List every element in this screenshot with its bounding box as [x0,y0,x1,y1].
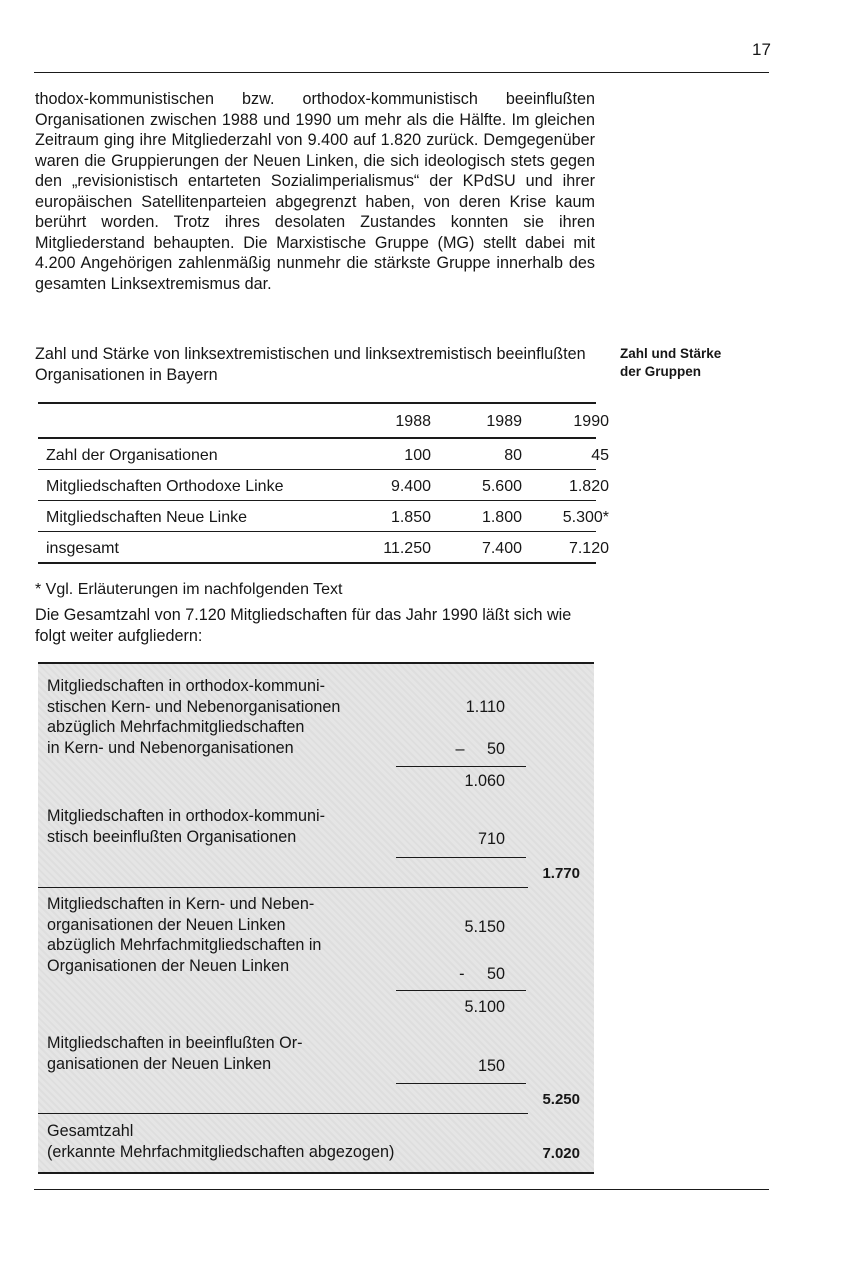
page-number: 17 [752,40,771,59]
group-total: 1.770 [542,865,580,882]
table-rule [38,562,596,564]
section-rule [38,1113,528,1114]
text-line: Mitgliedschaften in beeinflußten Or- [47,1034,303,1052]
value: 710 [477,830,505,848]
cell: 1.800 [481,509,522,526]
value: 5.150 [464,918,505,936]
table-header-row [38,404,609,437]
breakdown-label [47,676,340,758]
breakdown-label [47,1121,394,1162]
header-rule [34,72,769,73]
deduction: - 50 [459,965,505,983]
text-line: Mitgliedschaften in orthodox-kommuni- [47,807,326,825]
organizations-table [38,402,609,564]
breakdown-label [47,806,325,847]
margin-note [620,345,721,381]
cell: 5.600 [481,478,522,495]
table-rule [38,662,594,664]
intro-paragraph: thodox-kommunistischen bzw. orthodox-kommunistisch beeinflußten Organisationen zwischen 1988 und 1990 um mehr als die Hälfte. Im gleichen Zeitraum ging ihre Mitgliederzahl von 9.400 auf 1.820 zurück. Demgegenüber waren die Gruppierungen der Neuen Linken, die sich ideologisch stets gegen den „revisionistisch entarteten Sozialimperialismus“ der KPdSU und ihrer europäischen Satellitenparteien abgegrenzt haben, von deren Krise kaum berührt worden. Trotz ihres desolaten Zustandes konnten sie ihren Mitgliederstand behaupten. Die Marxistische Gruppe (MG) stellt dabei mit 4.200 Angehörigen zahlenmäßig nunmehr die stärkste Gruppe innerhalb des gesamten Linksextremismus dar. [35,90,595,293]
sum-rule [396,1083,526,1084]
year-header: 1990 [573,413,609,430]
table-row [38,501,609,531]
table-row [38,470,609,500]
cell: 5.300* [562,509,609,526]
cell: 100 [404,447,431,464]
text-line: stischen Kern- und Nebenorganisationen [47,697,341,716]
cell: 11.250 [383,540,431,557]
text-line: abzüglich Mehrfachmitgliedschaften in [47,936,322,954]
subtotal: 5.100 [464,998,505,1016]
cell: 1.820 [568,478,609,495]
text-line: in Kern- und Nebenorganisationen [47,738,294,757]
breakdown-intro: Die Gesamtzahl von 7.120 Mitgliedschaften für das Jahr 1990 läßt sich wie folgt weiter aufgliedern: [35,606,572,645]
grand-total: 7.020 [542,1145,580,1162]
sum-rule [396,766,526,767]
text-line: Mitgliedschaften in orthodox-kommuni- [47,677,326,695]
cell: 45 [591,447,609,464]
text-line: Gesamtzahl [47,1122,134,1140]
value: 150 [477,1057,505,1075]
breakdown-label [47,1033,303,1074]
table-row [38,439,609,469]
text-line: stisch beeinflußten Organisationen [47,827,297,846]
footnote: * Vgl. Erläuterungen im nachfolgenden Text [35,581,343,598]
cell: 7.400 [481,540,522,557]
value: 1.110 [465,698,505,716]
row-label: insgesamt [46,540,119,557]
year-header: 1989 [486,413,522,430]
row-label: Mitgliedschaften Neue Linke [46,509,248,526]
breakdown-label [47,894,321,976]
sum-rule [396,857,526,858]
text-line: (erkannte Mehrfachmitgliedschaften abgezogen) [47,1142,395,1161]
table-rule [38,1172,594,1174]
text-line: Mitgliedschaften in Kern- und Neben- [47,895,315,913]
text-line: ganisationen der Neuen Linken [47,1054,272,1073]
section-rule [38,887,528,888]
cell: 1.850 [390,509,431,526]
row-label: Zahl der Organisationen [46,447,218,464]
margin-note-line: Zahl und Stärke [620,346,722,361]
text-line: abzüglich Mehrfachmitgliedschaften [47,718,305,736]
breakdown-table [38,662,594,1174]
text-line: organisationen der Neuen Linken [47,915,286,934]
year-header: 1988 [395,413,431,430]
table-row [38,532,609,562]
cell: 7.120 [568,540,609,557]
subtotal: 1.060 [464,772,505,790]
table-caption: Zahl und Stärke von linksextremistischen und linksextremistisch beeinflußten Organisationen in Bayern [35,345,586,384]
row-label: Mitgliedschaften Orthodoxe Linke [46,478,284,495]
deduction: – 50 [455,740,505,758]
group-total: 5.250 [542,1091,580,1108]
margin-note-line: der Gruppen [620,364,702,379]
footer-rule [34,1189,769,1190]
cell: 9.400 [390,478,431,495]
sum-rule [396,990,526,991]
cell: 80 [504,447,522,464]
text-line: Organisationen der Neuen Linken [47,956,290,975]
